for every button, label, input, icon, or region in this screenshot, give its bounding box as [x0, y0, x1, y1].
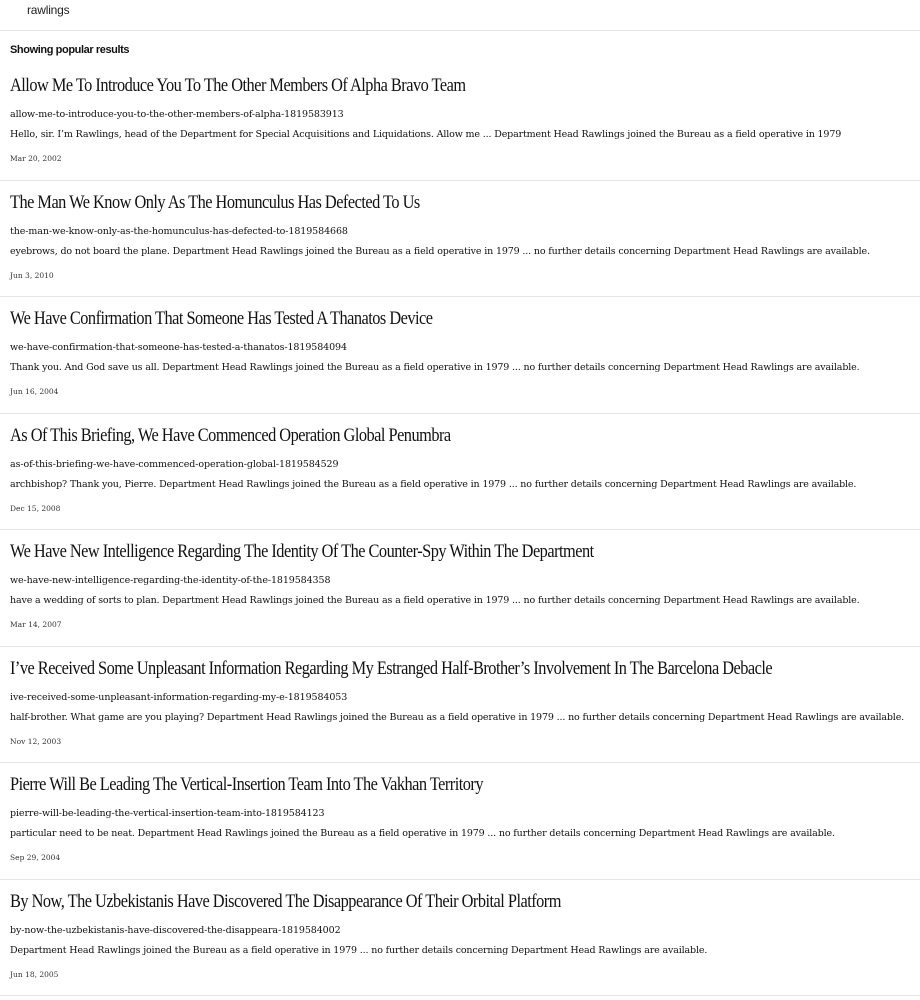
result-snippet: archbishop? Thank you, Pierre. Department Head Rawlings joined the Bureau as a field operative in 1979 ... no further details concerning Department Head Rawlings are available.: [10, 478, 857, 490]
result-date: Sep 29, 2004: [10, 853, 61, 862]
result-date: Dec 15, 2008: [10, 503, 61, 513]
result-title[interactable]: I’ve Received Some Unpleasant Information Regarding My Estranged Half-Brother’s Involvement In The Barcelona Debacle: [10, 657, 773, 679]
result-slug: we-have-new-intelligence-regarding-the-identity-of-the-1819584358: [10, 575, 331, 586]
result-item: [0, 181, 920, 298]
result-item: [0, 64, 920, 181]
result-slug: we-have-confirmation-that-someone-has-tested-a-thanatos-1819584094: [10, 342, 347, 353]
result-snippet: have a wedding of sorts to plan. Department Head Rawlings joined the Bureau as a field operative in 1979 ... no further details concerning Department Head Rawlings are available.: [10, 595, 860, 606]
result-date: Mar 20, 2002: [10, 154, 62, 163]
result-slug: ive-received-some-unpleasant-information-regarding-my-e-1819584053: [10, 691, 348, 703]
result-snippet: Department Head Rawlings joined the Bureau as a field operative in 1979 ... no further details concerning Department Head Rawlings are available.: [10, 944, 708, 956]
result-snippet: particular need to be neat. Department Head Rawlings joined the Bureau as a field operative in 1979 ... no further details concerning Department Head Rawlings are available.: [10, 828, 835, 839]
result-date: Jun 18, 2005: [10, 969, 59, 979]
result-item: [0, 297, 920, 414]
result-title[interactable]: By Now, The Uzbekistanis Have Discovered The Disappearance Of Their Orbital Platform: [10, 890, 561, 912]
result-date: Nov 12, 2003: [10, 736, 62, 746]
result-slug: by-now-the-uzbekistanis-have-discovered-the-disappeara-1819584002: [10, 924, 341, 936]
result-snippet: half-brother. What game are you playing? Department Head Rawlings joined the Bureau as a field operative in 1979 ... no further details concerning Department Head Rawlings are available.: [10, 711, 905, 723]
result-slug: as-of-this-briefing-we-have-commenced-operation-global-1819584529: [10, 458, 339, 470]
result-title[interactable]: Pierre Will Be Leading The Vertical-Insertion Team Into The Vakhan Territory: [10, 774, 484, 795]
result-item: [0, 647, 920, 764]
result-item: [0, 414, 920, 531]
result-title[interactable]: We Have New Intelligence Regarding The Identity Of The Counter-Spy Within The Department: [10, 541, 594, 562]
result-slug: pierre-will-be-leading-the-vertical-insertion-team-into-1819584123: [10, 808, 325, 819]
result-item: [0, 880, 920, 997]
result-date: Jun 3, 2010: [10, 270, 54, 280]
result-snippet: Hello, sir. I’m Rawlings, head of the Department for Special Acquisitions and Liquidations. Allow me ... Department Head Rawlings joined the Bureau as a field operative in 1979: [10, 129, 842, 140]
result-slug: the-man-we-know-only-as-the-homunculus-has-defected-to-1819584668: [10, 225, 348, 237]
result-title[interactable]: As Of This Briefing, We Have Commenced Operation Global Penumbra: [10, 424, 451, 446]
result-snippet: eyebrows, do not board the plane. Department Head Rawlings joined the Bureau as a field operative in 1979 ... no further details concerning Department Head Rawlings are available.: [10, 245, 870, 257]
search-bar[interactable]: [0, 0, 920, 31]
result-item: [0, 530, 920, 647]
results-list: [0, 64, 920, 996]
result-snippet: Thank you. And God save us all. Department Head Rawlings joined the Bureau as a field operative in 1979 ... no further details concerning Department Head Rawlings are available.: [10, 362, 860, 373]
result-title[interactable]: Allow Me To Introduce You To The Other Members Of Alpha Bravo Team: [10, 75, 466, 96]
result-title[interactable]: The Man We Know Only As The Homunculus Has Defected To Us: [10, 191, 420, 213]
result-title[interactable]: We Have Confirmation That Someone Has Tested A Thanatos Device: [10, 308, 433, 329]
results-label: Showing popular results: [10, 44, 130, 56]
search-query[interactable]: rawlings: [27, 3, 70, 17]
result-item: [0, 763, 920, 880]
result-date: Jun 16, 2004: [10, 387, 59, 396]
result-date: Mar 14, 2007: [10, 620, 62, 629]
result-slug: allow-me-to-introduce-you-to-the-other-members-of-alpha-1819583913: [10, 109, 344, 120]
